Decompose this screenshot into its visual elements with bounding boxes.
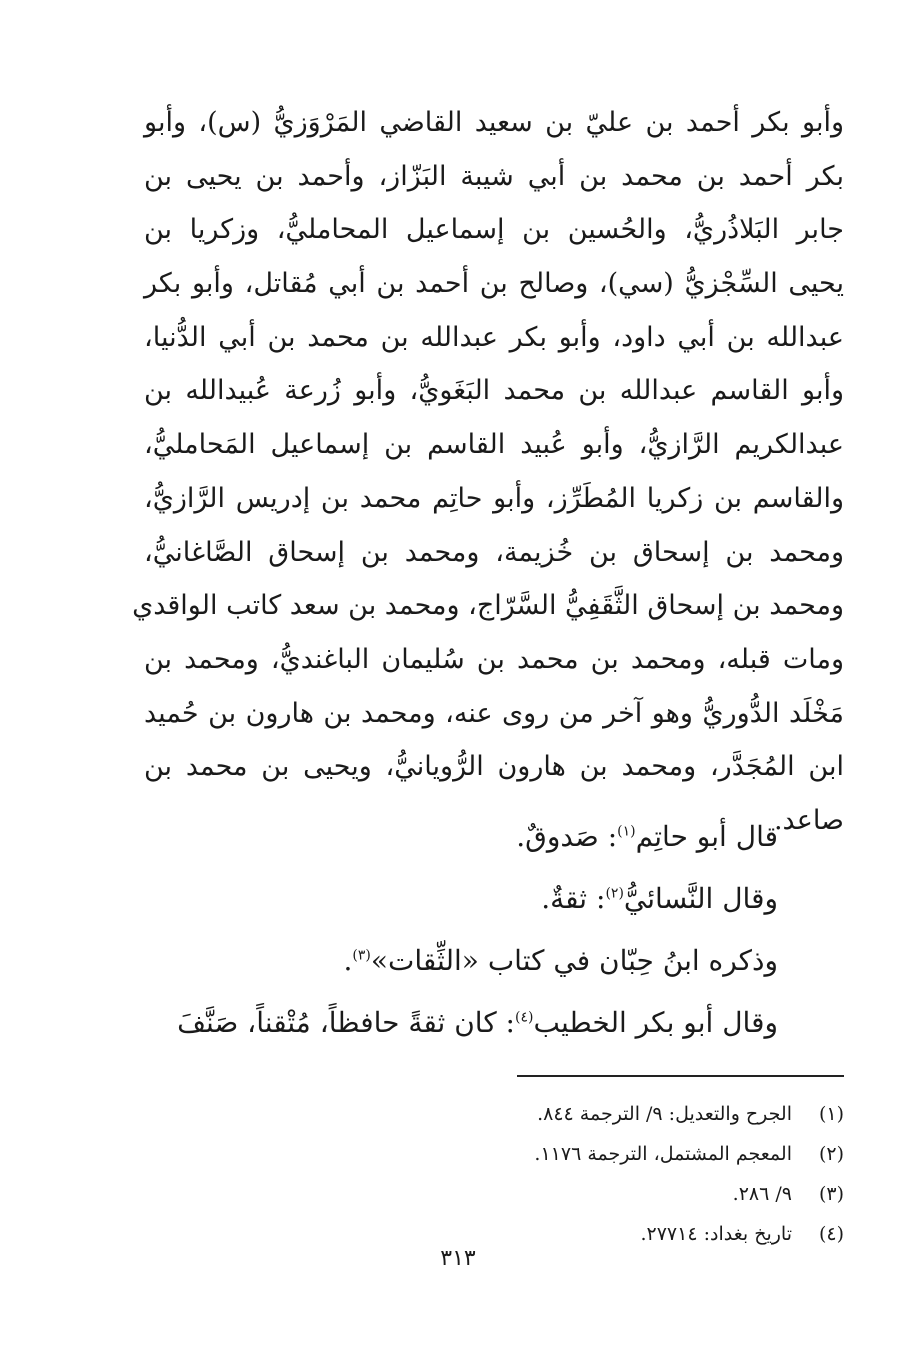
footnote: [144, 1174, 844, 1214]
footnote-number: (٤): [818, 1223, 844, 1245]
text-line: وأبو بكر أحمد بن عليّ بن سعيد القاضي المَرْوَزيُّ (س)، وأبو: [144, 107, 844, 138]
footnote-text: تاريخ بغداد: ٢٧٧١٤.: [640, 1223, 792, 1245]
page-number: ٣١٣: [440, 1246, 476, 1271]
footnote-ref[interactable]: (١): [617, 823, 636, 840]
footnote-number: (٣): [818, 1183, 844, 1205]
text-line: ومحمد بن إسحاق الثَّقَفِيُّ السَّرّاج، ومحمد بن سعد كاتب الواقدي: [132, 590, 844, 622]
main-text: [132, 96, 844, 848]
footnote-ref[interactable]: (٤): [515, 1009, 534, 1026]
quote-text: : ثقةٌ.: [541, 882, 606, 915]
text-line: صاعد.: [773, 804, 844, 836]
text-line: مَخْلَد الدُّوريُّ وهو آخر من روى عنه، ومحمد بن هارون بن حُميد: [144, 697, 844, 729]
footnote-ref[interactable]: (٣): [352, 947, 371, 964]
footnote-divider: [517, 1075, 844, 1077]
text-line: بكر أحمد بن محمد بن أبي شيبة البَزّاز، وأحمد بن يحيى بن: [144, 160, 844, 192]
text-line: ومات قبله، ومحمد بن محمد بن سُليمان الباغنديُّ، ومحمد بن: [144, 643, 844, 675]
text-line: ومحمد بن إسحاق بن خُزيمة، ومحمد بن إسحاق الصَّاغانيُّ،: [144, 536, 844, 568]
quote-line: [138, 806, 778, 868]
footnotes: [144, 1094, 844, 1254]
quote-line: [138, 992, 778, 1054]
footnote-text: ٩/ ٢٨٦.: [732, 1183, 792, 1205]
footnote-ref[interactable]: (٢): [605, 885, 624, 902]
quotations: [138, 806, 778, 1054]
quote-text: .: [343, 944, 353, 977]
quote-text: وذكره ابنُ حِبّان في كتاب «الثِّقات»: [370, 944, 778, 977]
footnote: [144, 1134, 844, 1174]
footnote: [144, 1094, 844, 1134]
quote-text: : صَدوقٌ.: [516, 820, 618, 853]
footnote-number: (١): [818, 1103, 844, 1125]
quote-line: [138, 930, 778, 992]
text-line: عبدالله بن أبي داود، وأبو بكر عبدالله بن محمد بن أبي الدُّنيا،: [144, 321, 844, 353]
text-line: والقاسم بن زكريا المُطَرِّز، وأبو حاتِم محمد بن إدريس الرَّازيُّ،: [144, 482, 844, 514]
text-line: وأبو القاسم عبدالله بن محمد البَغَويُّ، وأبو زُرعة عُبيدالله بن: [144, 375, 844, 407]
quote-text: قال أبو حاتِم: [635, 820, 778, 853]
text-line: يحيى السِّجْزيُّ (سي)، وصالح بن أحمد بن أبي مُقاتل، وأبو بكر: [144, 268, 844, 300]
footnote-text: المعجم المشتمل، الترجمة ١١٧٦.: [534, 1143, 792, 1165]
footnote-text: الجرح والتعديل: ٩/ الترجمة ٨٤٤.: [537, 1103, 792, 1125]
footnote-number: (٢): [818, 1143, 844, 1165]
quote-line: [138, 868, 778, 930]
quote-text: وقال أبو بكر الخطيب: [533, 1006, 778, 1039]
text-line: جابر البَلاذُريُّ، والحُسين بن إسماعيل المحامليُّ، وزكريا بن: [144, 214, 844, 246]
quote-text: : كان ثقةً حافظاً، مُتْقناً، صَنَّفَ: [177, 1006, 515, 1039]
text-line: عبدالكريم الرَّازيُّ، وأبو عُبيد القاسم بن إسماعيل المَحامليُّ،: [144, 429, 844, 461]
text-line: ابن المُجَدَّر، ومحمد بن هارون الرُّويانيُّ، ويحيى بن محمد بن: [144, 751, 844, 783]
quote-text: وقال النَّسائيُّ: [623, 882, 778, 915]
